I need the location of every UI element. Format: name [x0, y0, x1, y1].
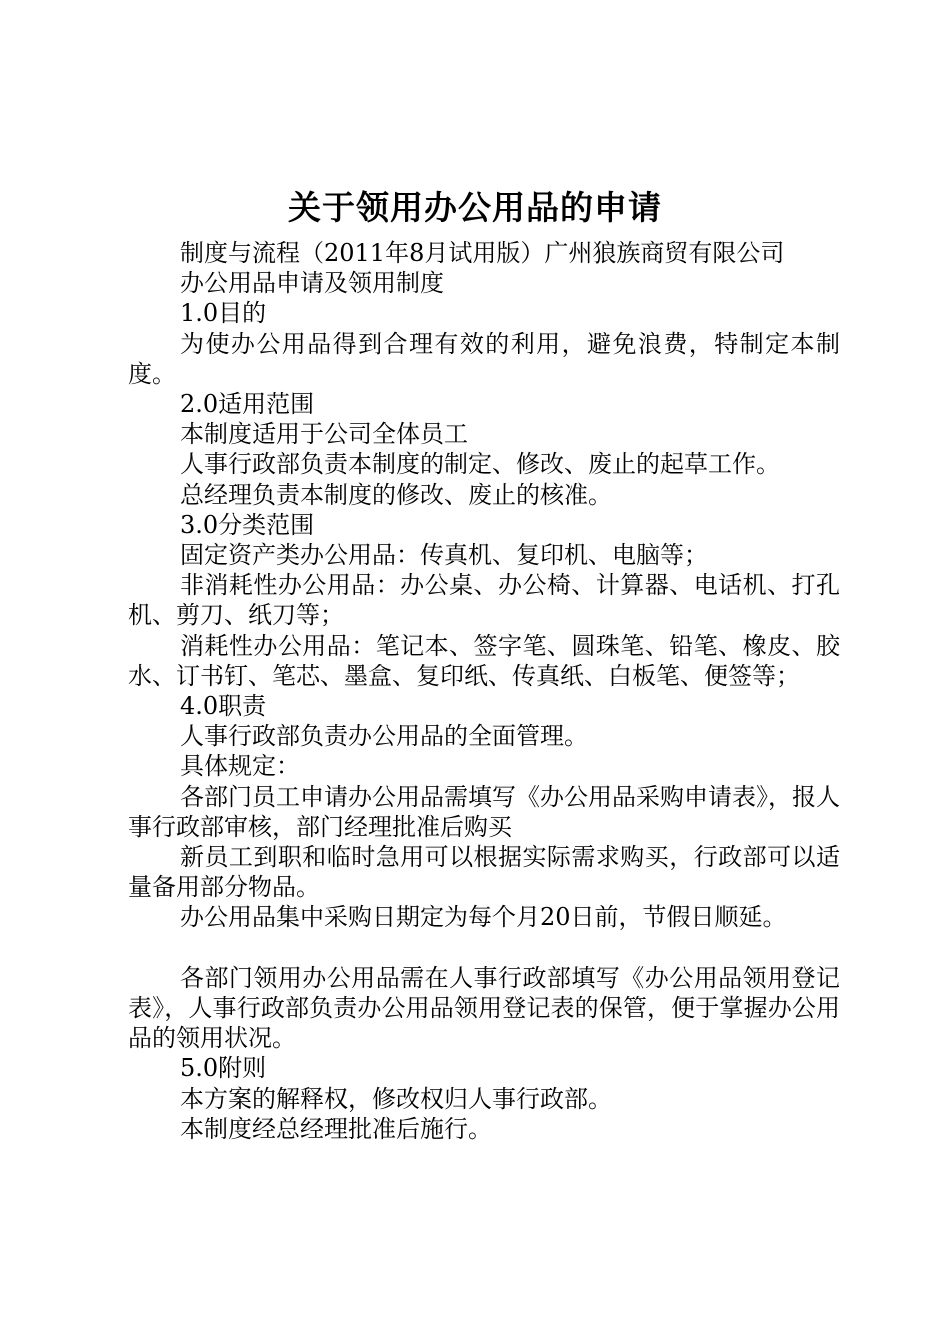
paragraph-category-durable: 非消耗性办公用品：办公桌、办公椅、计算器、电话机、打孔机、剪刀、纸刀等；	[128, 571, 840, 630]
paragraph-header-line: 制度与流程（2011年8月试用版）广州狼族商贸有限公司	[180, 239, 785, 267]
paragraph-subtitle: 办公用品申请及领用制度	[180, 269, 444, 298]
paragraph-category-consumable: 消耗性办公用品：笔记本、签字笔、圆珠笔、铅笔、橡皮、胶水、订书钉、笔芯、墨盒、复印纸、传真纸、白板笔、便签等；	[128, 631, 840, 690]
paragraph-scope-1: 本制度适用于公司全体员工	[180, 420, 468, 449]
paragraph-rule-2: 新员工到职和临时急用可以根据实际需求购买，行政部可以适量备用部分物品。	[128, 843, 840, 902]
section-heading-duties: 4.0职责	[180, 692, 267, 721]
paragraph-appendix-2: 本制度经总经理批准后施行。	[180, 1114, 492, 1143]
paragraph-scope-2: 人事行政部负责本制度的制定、修改、废止的起草工作。	[180, 450, 780, 479]
blank-line	[128, 933, 840, 963]
paragraph-duties-1: 人事行政部负责办公用品的全面管理。	[180, 722, 588, 751]
paragraph-rule-4: 各部门领用办公用品需在人事行政部填写《办公用品领用登记表》，人事行政部负责办公用品领用登记表的保管，便于掌握办公用品的领用状况。	[128, 963, 840, 1053]
paragraph-rule-3: 办公用品集中采购日期定为每个月20日前，节假日顺延。	[180, 903, 787, 932]
section-heading-purpose: 1.0目的	[180, 299, 267, 328]
section-heading-categories: 3.0分类范围	[180, 510, 315, 539]
section-heading-scope: 2.0适用范围	[180, 390, 315, 419]
paragraph-scope-3: 总经理负责本制度的修改、废止的核准。	[180, 480, 612, 509]
paragraph-rule-1: 各部门员工申请办公用品需填写《办公用品采购申请表》，报人事行政部审核，部门经理批准后购买	[128, 782, 840, 841]
paragraph-duties-2: 具体规定：	[180, 752, 300, 781]
document-title: 关于领用办公用品的申请	[288, 188, 662, 227]
document-body	[128, 238, 840, 1144]
paragraph-purpose: 为使办公用品得到合理有效的利用，避免浪费，特制定本制度。	[128, 329, 840, 388]
paragraph-appendix-1: 本方案的解释权，修改权归人事行政部。	[180, 1084, 612, 1113]
paragraph-category-fixed: 固定资产类办公用品：传真机、复印机、电脑等；	[180, 541, 708, 570]
section-heading-appendix: 5.0附则	[180, 1054, 267, 1083]
